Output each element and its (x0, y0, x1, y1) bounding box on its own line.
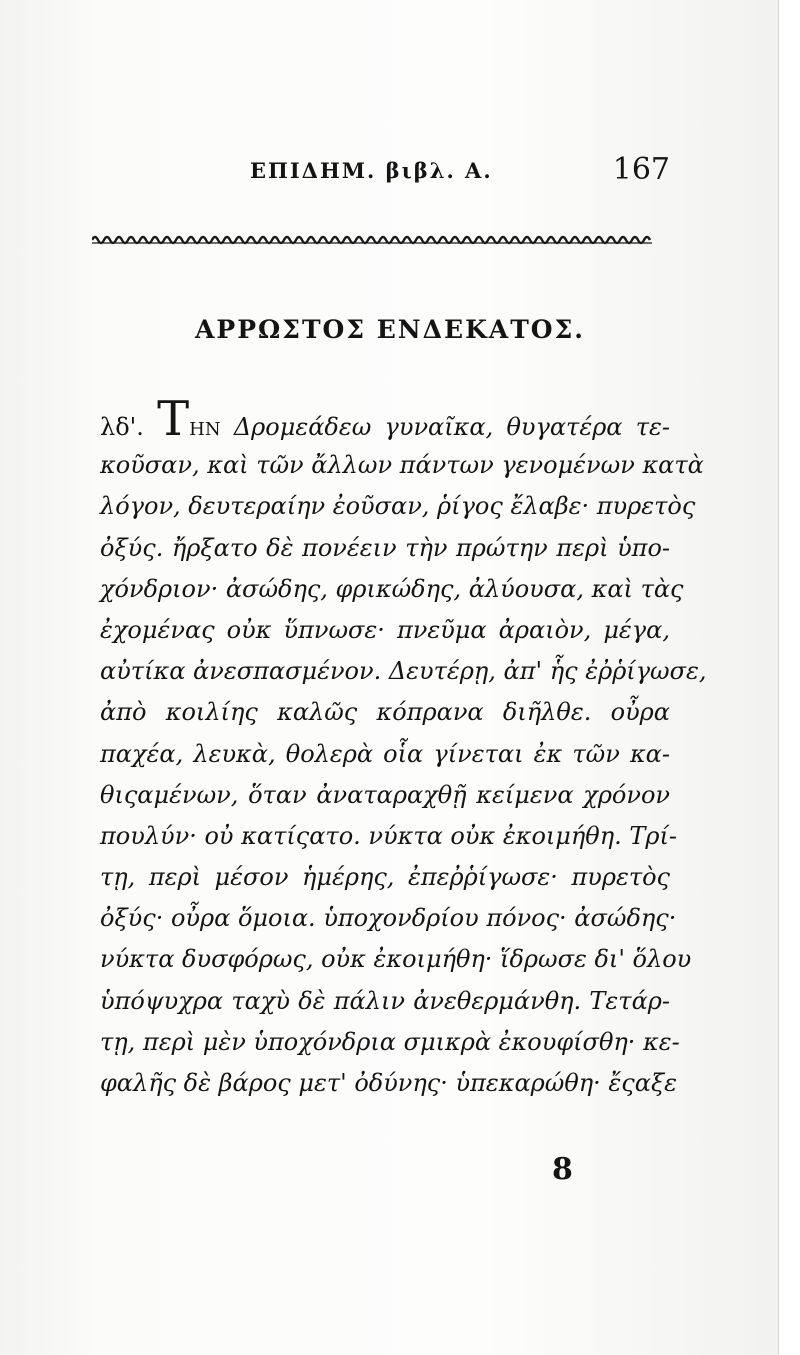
text-line: κοῦσαν, καὶ τῶν ἄλλων πάντων γενομένων κατὰ (100, 451, 704, 480)
page-number: 167 (612, 152, 670, 187)
text-line-first-rest: Δρομεάδεω γυναῖκα, θυγατέρα τε- (233, 413, 671, 441)
text-line: θιςαμένων, ὅταν ἀναταραχθῇ κείμενα χρόνον (100, 780, 670, 809)
text-line: αὐτίκα ἀνεσπασμένον. Δευτέρῃ, ἀπ' ἧς ἐῤῥίγωσε, (100, 657, 707, 686)
drop-cap: Τ (157, 391, 190, 447)
text-line: ἀπὸ κοιλίης καλῶς κόπρανα διῆλθε. οὖρα (100, 698, 670, 727)
body-text (100, 391, 707, 1104)
ornamental-rule (92, 232, 652, 248)
drop-cap-continuation: ΗΝ (189, 419, 221, 440)
text-line: παχέα, λευκὰ, θολερὰ οἷα γίνεται ἐκ τῶν κα- (100, 739, 670, 768)
text-line: πουλύν· οὐ κατίςατο. νύκτα οὐκ ἐκοιμήθη. Τρί- (100, 821, 678, 850)
text-line: νύκτα δυσφόρως, οὐκ ἐκοιμήθη· ἵδρωσε δι' ὅλου (100, 945, 692, 974)
text-line: τῃ, περὶ μὲν ὑποχόνδρια σμικρὰ ἐκουφίσθη· κε- (100, 1027, 680, 1056)
text-line: ὑπόψυχρα ταχὺ δὲ πάλιν ἀνεθερμάνθη. Τετάρ- (100, 986, 670, 1015)
text-line: τῃ, περὶ μέσον ἡμέρης, ἐπεῤῥίγωσε· πυρετὸς (100, 863, 670, 892)
page-edge (778, 0, 800, 1355)
paragraph-marker: λδ'. (100, 413, 144, 441)
text-line-first (100, 391, 671, 447)
text-line: ὀξύς· οὖρα ὅμοια. ὑποχονδρίου πόνος· ἀσώδης· (100, 904, 677, 933)
section-title: ΑΡΡΩΣΤΟΣ ΕΝΔΕΚΑΤΟΣ. (195, 315, 585, 344)
text-line: χόνδριον· ἀσώδης, φρικώδης, ἀλύουσα, καὶ τὰς (100, 574, 684, 603)
text-line: φαλῆς δὲ βάρος μετ' ὀδύνης· ὑπεκαρώθη· ἔςαξε (100, 1069, 678, 1097)
signature-mark: 8 (552, 1152, 573, 1187)
text-line: ἐχομένας οὐκ ὕπνωσε· πνεῦμα ἀραιὸν, μέγα, (100, 615, 670, 644)
running-title: ΕΠΙΔΗΜ. βιβλ. Α. (250, 158, 493, 183)
text-line: λόγον, δευτεραίην ἐοῦσαν, ῥίγος ἔλαβε· πυρετὸς (100, 492, 696, 521)
text-line: ὀξύς. ἤρξατο δὲ πονέειν τὴν πρώτην περὶ ὑπο- (100, 533, 670, 562)
page-header (250, 152, 670, 192)
